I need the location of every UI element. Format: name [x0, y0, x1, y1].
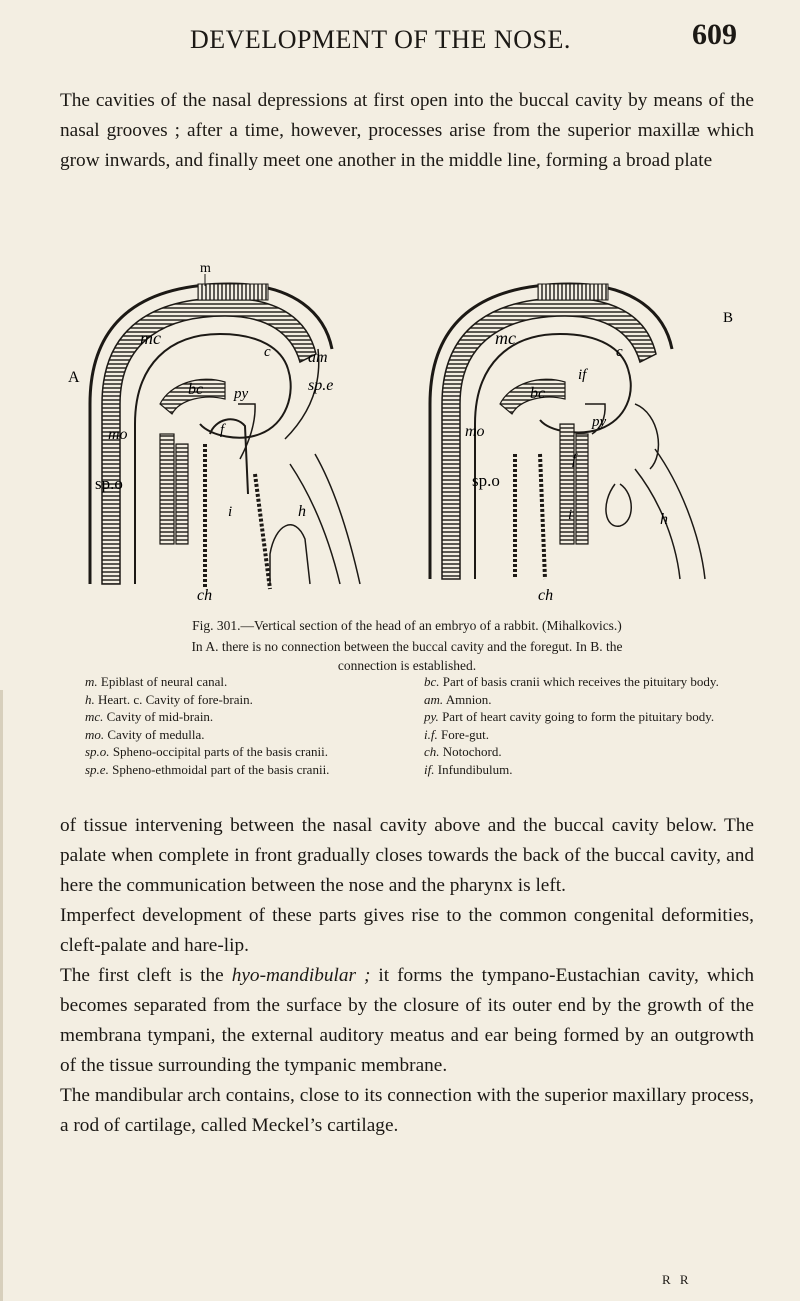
legend-item: py. Part of heart cavity going to form the pituitary body.: [424, 709, 715, 724]
label-a-py: py: [234, 386, 249, 402]
label-b-spo: sp.o: [472, 471, 500, 490]
label-b-c: c: [616, 344, 623, 360]
label-b-if: if: [578, 367, 587, 383]
signature-mark: R R: [662, 1272, 692, 1287]
paragraph-continued: [60, 811, 754, 1141]
page-header: [0, 8, 800, 68]
panel-b-tag: B: [723, 310, 734, 326]
label-a-mc: mc: [140, 328, 161, 348]
caption-title: Fig. 301.—Vertical section of the head of an embryo of a rabbit. (Mihalkovics.): [192, 618, 622, 633]
legend-item: bc. Part of basis cranii which receives the pituitary body.: [424, 674, 719, 689]
legend-left-column: [85, 673, 425, 778]
label-a-spo: sp.o: [95, 474, 123, 493]
legend-item: am. Amnion.: [424, 691, 492, 707]
paragraph-tissue: of tissue intervening between the nasal cavity above and the buccal cavity below. The palate when complete in front gradually closes towards the back of the buccal cavity, and here the communication between the nose and the pharynx is left.: [60, 815, 754, 896]
figure-caption: [60, 617, 754, 777]
legend-item: m. Epiblast of neural canal.: [85, 674, 228, 689]
label-a-f: f: [220, 422, 225, 438]
legend-item: ch. Notochord.: [424, 744, 502, 759]
legend-item: i.f. Fore-gut.: [424, 726, 490, 742]
legend-item: h. Heart. c. Cavity of fore-brain.: [85, 691, 253, 707]
legend-item: mc. Cavity of mid-brain.: [85, 709, 214, 724]
panel-a-sp-o-column: [160, 434, 174, 544]
label-b-h: h: [660, 511, 668, 528]
label-b-bc: bc: [530, 385, 546, 402]
paragraph-imperfect-development: Imperfect development of these parts gives rise to the common congenital deformities, cleft-palate and hare-lip.: [60, 905, 754, 956]
label-a-c: c: [264, 344, 271, 360]
panel-b: [430, 284, 733, 604]
page-number: 609: [692, 18, 737, 51]
paragraph-first-cleft: The first cleft is the hyo-mandibular ; it forms the tympano-Eustachian cavity, which becomes separated from the surface by the closure of its outer end by the growth of the membrana tympani, the external auditory meatus and ear being formed by an outgrowth of the tissue surrounding the tympanic membrane.: [60, 965, 754, 1076]
embryo-section-illustration: [60, 254, 750, 604]
legend-item: sp.o. Spheno-occipital parts of the basis cranii.: [85, 744, 328, 759]
label-b-py: py: [592, 414, 607, 430]
legend-right-column: [424, 673, 754, 778]
label-a-mo: mo: [108, 426, 128, 443]
label-b-i: i: [568, 507, 573, 523]
panel-a-tag: A: [68, 369, 80, 386]
caption-note-line-2: connection is established.: [337, 658, 477, 673]
label-a-ch: ch: [197, 587, 213, 604]
legend-item: sp.e. Spheno-ethmoidal part of the basis cranii.: [85, 761, 330, 777]
caption-note-line-1: In A. there is no connection between the buccal cavity and the foregut. In B. the: [191, 639, 623, 654]
label-a-am: am: [308, 349, 328, 366]
figure-301: [60, 254, 750, 604]
label-a-bc: bc: [188, 381, 204, 398]
scan-edge-shadow: [0, 690, 3, 1301]
legend-item: mo. Cavity of medulla.: [85, 726, 205, 742]
label-a-m: m: [200, 261, 211, 276]
panel-b-top-comb: [538, 284, 608, 300]
panel-b-sp-o-column: [560, 424, 574, 544]
label-b-ch: ch: [538, 587, 554, 604]
legend-item: if. Infundibulum.: [424, 761, 513, 777]
label-b-mc: mc: [495, 328, 516, 348]
panel-a-top-comb: [198, 284, 268, 300]
label-b-f: f: [572, 452, 577, 468]
paragraph-mandibular-arch: The mandibular arch contains, close to its connection with the superior maxillary process, a rod of cartilage, called Meckel’s cartilage.: [60, 1085, 754, 1136]
running-title: DEVELOPMENT OF THE NOSE.: [190, 25, 571, 54]
paragraph-intro: The cavities of the nasal depressions at first open into the buccal cavity by means of the nasal grooves ; after a time, however, processes arise from the superior maxillæ which grow inwards, and finally meet one another in the middle line, forming a broad plate: [60, 90, 754, 171]
label-a-h: h: [298, 503, 306, 520]
label-b-mo: mo: [465, 423, 485, 440]
panel-a: [68, 261, 360, 604]
label-a-spe: sp.e: [308, 377, 334, 394]
label-a-i: i: [228, 504, 233, 520]
